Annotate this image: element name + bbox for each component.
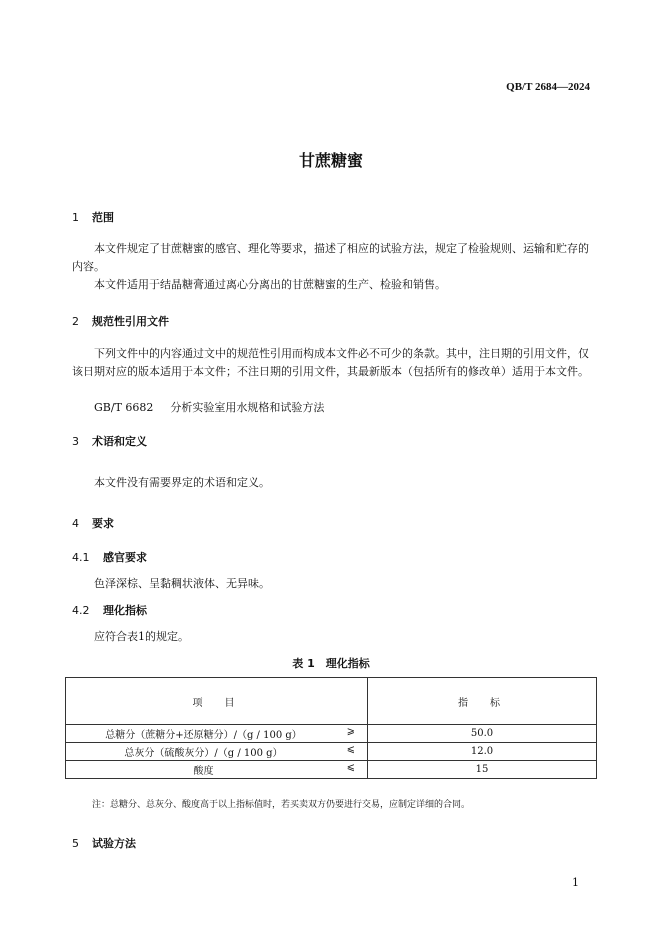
section-3-title: 术语和定义 xyxy=(92,435,147,448)
sensory-requirement-text: 色泽深棕、呈黏稠状液体、无异味。 xyxy=(94,577,270,590)
table-cell-item xyxy=(66,743,368,761)
section-4-title: 要求 xyxy=(92,517,114,530)
section-2-title: 规范性引用文件 xyxy=(92,315,169,328)
document-title: 甘蔗糖蜜 xyxy=(298,151,363,170)
table-header-row xyxy=(66,678,597,725)
reference-title: 分析实验室用水规格和试验方法 xyxy=(170,401,325,414)
section-1-title: 范围 xyxy=(92,211,114,224)
table-row xyxy=(66,761,597,779)
section-1-heading xyxy=(72,209,114,225)
section-4-2-title: 理化指标 xyxy=(103,604,147,617)
scope-paragraph-1: 本文件规定了甘蔗糖蜜的感官、理化等要求，描述了相应的试验方法，规定了检验规则、运输和贮存的内容。 xyxy=(72,242,589,273)
reference-code: GB/T 6682 xyxy=(94,401,154,414)
physicochemical-requirement-text: 应符合表1的规定。 xyxy=(94,630,189,643)
table-header-value: 指 标 xyxy=(368,678,597,725)
scope-paragraph-2: 本文件适用于结晶糖膏通过离心分离出的甘蔗糖蜜的生产、检验和销售。 xyxy=(94,278,446,291)
section-4-2-number: 4.2 xyxy=(72,604,90,617)
normative-reference xyxy=(94,399,324,415)
section-2-number: 2 xyxy=(72,315,79,328)
section-2-heading xyxy=(72,313,169,329)
normative-paragraph: 下列文件中的内容通过文中的规范性引用而构成本文件必不可少的条款。其中，注日期的引用文件，仅该日期对应的版本适用于本文件；不注日期的引用文件，其最新版本（包括所有的修改单）适用于本文件。 xyxy=(72,347,589,378)
comparison-operator: ⩾ xyxy=(346,726,355,737)
physicochemical-table xyxy=(65,677,597,779)
table-cell-value: 12.0 xyxy=(368,743,597,761)
item-label: 总灰分（硫酸灰分）/（g / 100 g） xyxy=(124,748,283,759)
table-cell-item xyxy=(66,725,368,743)
section-5-title: 试验方法 xyxy=(92,837,136,850)
section-5-heading xyxy=(72,835,136,851)
table-row xyxy=(66,725,597,743)
section-4-heading xyxy=(72,515,114,531)
item-label: 酸度 xyxy=(193,766,214,777)
section-4-1-number: 4.1 xyxy=(72,551,90,564)
table-note: 注：总糖分、总灰分、酸度高于以上指标值时，若买卖双方仍要进行交易，应制定详细的合同。 xyxy=(92,800,471,810)
item-label: 总糖分（蔗糖分+还原糖分）/（g / 100 g） xyxy=(105,730,302,741)
section-4-1-heading xyxy=(72,549,147,565)
comparison-operator: ⩽ xyxy=(346,744,355,755)
table-row xyxy=(66,743,597,761)
section-3-number: 3 xyxy=(72,435,79,448)
section-4-2-heading xyxy=(72,602,147,618)
standard-code: QB/T 2684—2024 xyxy=(506,81,590,93)
page-number: 1 xyxy=(572,876,579,889)
terms-paragraph: 本文件没有需要界定的术语和定义。 xyxy=(94,476,270,489)
table-cell-value: 15 xyxy=(368,761,597,779)
table-cell-value: 50.0 xyxy=(368,725,597,743)
section-3-heading xyxy=(72,433,147,449)
comparison-operator: ⩽ xyxy=(346,762,355,773)
table-cell-item xyxy=(66,761,368,779)
section-4-number: 4 xyxy=(72,517,79,530)
section-1-number: 1 xyxy=(72,211,79,224)
section-4-1-title: 感官要求 xyxy=(103,551,147,564)
table-header-item: 项 目 xyxy=(66,678,368,725)
table-caption: 表 1 理化指标 xyxy=(292,657,370,670)
section-5-number: 5 xyxy=(72,837,79,850)
